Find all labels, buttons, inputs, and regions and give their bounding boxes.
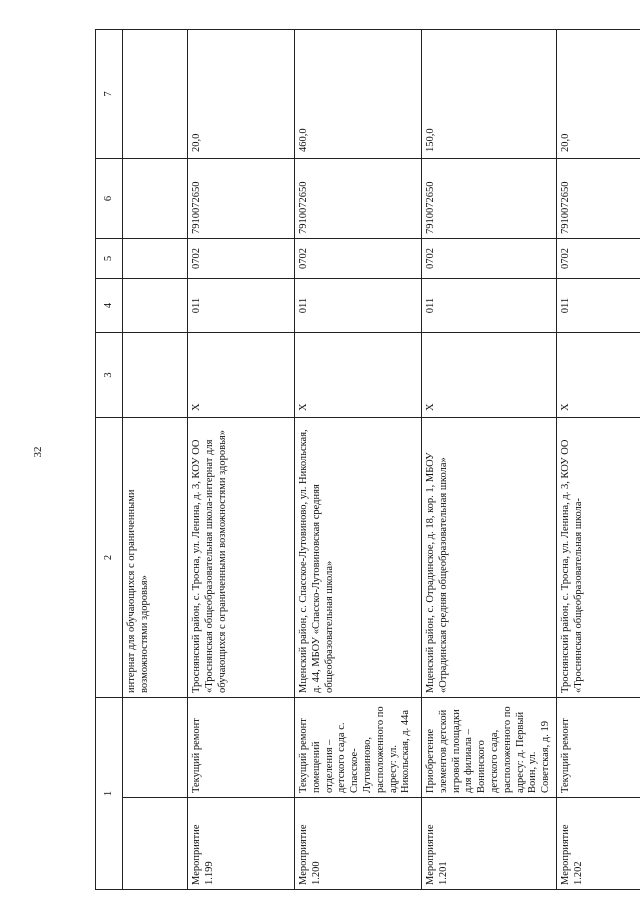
col4-cell	[123, 279, 188, 333]
col5-cell: 0702	[295, 239, 422, 279]
object-address-cell: Мценский район, с. Спасское-Лутовиново, ул. Никольская, д. 44, МБОУ «Спасско-Лутовиновская средняя общеобразовательная школа»	[295, 418, 422, 698]
col4-cell: 011	[422, 279, 557, 333]
measure-name-cell: Мероприятие 1.202	[556, 798, 640, 890]
col5-cell	[123, 239, 188, 279]
col3-cell: Х	[556, 333, 640, 418]
col6-cell: 7910072650	[188, 159, 295, 239]
header-row	[96, 30, 123, 890]
work-description-cell: Текущий ремонт	[188, 698, 295, 798]
header-col-3: 3	[96, 333, 123, 418]
work-description-cell	[123, 698, 188, 798]
col5-cell: 0702	[422, 239, 557, 279]
work-description-cell: Текущий ремонт	[556, 698, 640, 798]
measure-name-cell: Мероприятие 1.200	[295, 798, 422, 890]
col7-cell: 460,0	[295, 30, 422, 159]
table-row	[123, 30, 188, 890]
col7-cell: 20,0	[188, 30, 295, 159]
col3-cell: Х	[422, 333, 557, 418]
object-address-cell: Троснянский район, с. Тросна, ул. Ленина, д. 3, КОУ ОО «Троснянская общеобразовательная школа-интернат для обучающихся с ограниченными возможностями здоровья»	[188, 418, 295, 698]
table-row	[422, 30, 557, 890]
object-address-cell: Троснянский район, с. Тросна, ул. Ленина, д. 3, КОУ ОО «Троснянская общеобразовательная школа-	[556, 418, 640, 698]
col3-cell: Х	[188, 333, 295, 418]
object-address-cell: Мценский район, с. Отрадинское, д. 18, кор. 1, МБОУ «Отрадинская средняя общеобразовательная школа»	[422, 418, 557, 698]
header-col-4: 4	[96, 279, 123, 333]
col4-cell: 011	[188, 279, 295, 333]
budget-measures-table	[95, 29, 640, 890]
header-col-6: 6	[96, 159, 123, 239]
col4-cell: 011	[295, 279, 422, 333]
col6-cell: 7910072650	[295, 159, 422, 239]
col5-cell: 0702	[188, 239, 295, 279]
col7-cell: 20,0	[556, 30, 640, 159]
col6-cell: 7910072650	[556, 159, 640, 239]
header-col-5: 5	[96, 239, 123, 279]
table-row	[295, 30, 422, 890]
measure-name-cell: Мероприятие 1.201	[422, 798, 557, 890]
object-address-cell: интернат для обучающихся с ограниченными возможностями здоровья»	[123, 418, 188, 698]
col4-cell: 011	[556, 279, 640, 333]
col3-cell: Х	[295, 333, 422, 418]
page-number: 32	[32, 446, 44, 458]
table-row	[556, 30, 640, 890]
work-description-cell: Приобретение элементов детской игровой площадки для филиала – Вонинского детского сада, расположенного по адресу: д. Первый Воин, ул. Советская, д. 19	[422, 698, 557, 798]
table-row	[188, 30, 295, 890]
header-col-1: 1	[96, 698, 123, 890]
work-description-cell: Текущий ремонт помещений отделения – детского сада с. Спасское-Лутовиново, расположенного по адресу: ул. Никольская, д. 44а	[295, 698, 422, 798]
col3-cell	[123, 333, 188, 418]
measure-name-cell: Мероприятие 1.199	[188, 798, 295, 890]
header-col-2: 2	[96, 418, 123, 698]
col7-cell	[123, 30, 188, 159]
col7-cell: 150,0	[422, 30, 557, 159]
rotated-table-wrapper	[95, 30, 615, 890]
measure-name-cell	[123, 798, 188, 890]
col6-cell: 7910072650	[422, 159, 557, 239]
col5-cell: 0702	[556, 239, 640, 279]
header-col-7: 7	[96, 30, 123, 159]
col6-cell	[123, 159, 188, 239]
